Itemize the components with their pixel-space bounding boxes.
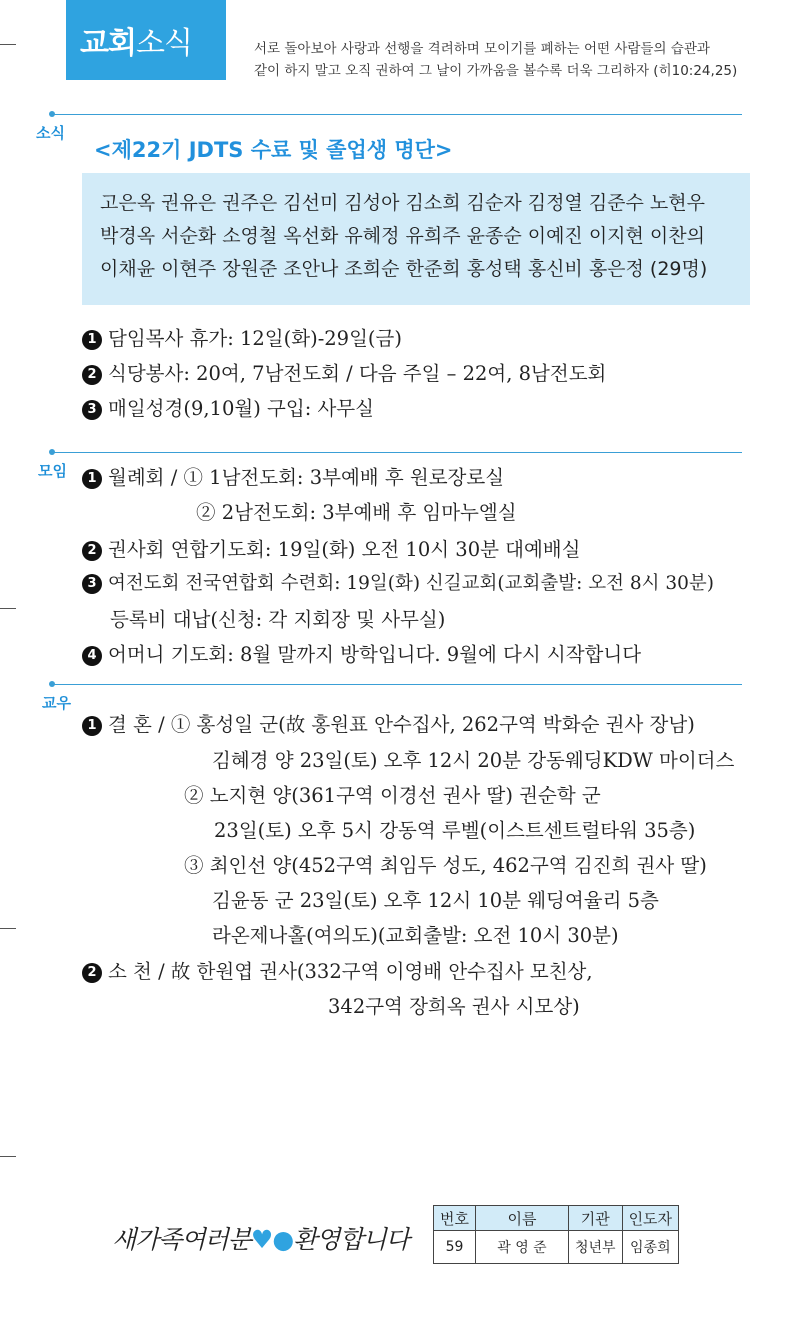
news-item [82, 393, 374, 421]
number-badge: 1 [82, 716, 102, 736]
number-badge: 3 [82, 400, 102, 420]
number-badge: 2 [82, 541, 102, 561]
margin-tick [0, 44, 16, 45]
meeting-text: 월례회 / ① 1남전도회: 3부예배 후 원로장로실 [108, 466, 505, 489]
table-cell: 청년부 [568, 1231, 622, 1264]
table-header: 인도자 [622, 1206, 678, 1231]
section-rule [52, 114, 742, 115]
meeting-item [82, 534, 580, 562]
member-text: 결 혼 / ① 홍성일 군(故 홍원표 안수집사, 262구역 박화순 권사 장남) [108, 713, 695, 736]
meeting-subitem: ② 2남전도회: 3부예배 후 임마누엘실 [196, 501, 517, 524]
news-item-text: 식당봉사: 20여, 7남전도회 / 다음 주일 – 22여, 8남전도회 [108, 362, 607, 385]
news-item [82, 358, 606, 386]
graduates-line: 이채윤 이현주 장원준 조안나 조희순 한준희 홍성택 홍신비 홍은정 (29명) [100, 258, 708, 280]
welcome-text-a: 새가족여러분 [112, 1225, 251, 1254]
verse-line-2: 같이 하지 말고 오직 권하여 그 날이 가까움을 볼수록 더욱 그리하자 (히10:24,25) [254, 63, 738, 79]
table-header: 번호 [434, 1206, 476, 1231]
member-subitem: ② 노지현 양(361구역 이경선 권사 딸) 권순학 군 [184, 784, 601, 807]
section-header [66, 0, 226, 80]
margin-tick [0, 1156, 16, 1157]
news-item-text: 매일성경(9,10월) 구입: 사무실 [108, 397, 374, 420]
member-subitem: 김혜경 양 23일(토) 오후 12시 20분 강동웨딩KDW 마이더스 [212, 749, 735, 772]
number-badge: 1 [82, 469, 102, 489]
table-cell: 곽 영 준 [475, 1231, 568, 1264]
number-badge: 1 [82, 330, 102, 350]
header-title-light: 소식 [135, 26, 192, 61]
graduates-title: <제22기 JDTS 수료 및 졸업생 명단> [94, 138, 453, 162]
graduates-list [82, 173, 750, 305]
meeting-subitem: 등록비 대납(신청: 각 지회장 및 사무실) [110, 608, 446, 631]
news-item-text: 담임목사 휴가: 12일(화)-29일(금) [108, 327, 402, 350]
members-label: 교우 [42, 694, 71, 712]
meetings-label: 모임 [38, 462, 67, 480]
number-badge: 2 [82, 963, 102, 983]
member-item [82, 709, 695, 737]
number-badge: 3 [82, 574, 102, 594]
meeting-text: 어머니 기도회: 8월 말까지 방학입니다. 9월에 다시 시작합니다 [108, 643, 642, 666]
meeting-item [82, 569, 714, 595]
meeting-text: 여전도회 전국연합회 수련회: 19일(화) 신길교회(교회출발: 오전 8시 30분) [108, 573, 714, 594]
welcome-text-b: 환영합니다 [293, 1225, 409, 1254]
scripture-verse [254, 38, 737, 82]
section-rule [52, 684, 742, 685]
meeting-item [82, 462, 504, 490]
number-badge: 4 [82, 646, 102, 666]
margin-tick [0, 928, 16, 929]
graduates-line: 고은옥 권유은 권주은 김선미 김성아 김소희 김순자 김정열 김준수 노현우 [100, 192, 705, 214]
verse-line-1: 서로 돌아보아 사랑과 선행을 격려하며 모이기를 폐하는 어떤 사람들의 습관과 [254, 41, 710, 57]
member-subitem: 342구역 장희옥 권사 시모상) [328, 995, 580, 1018]
table-cell: 59 [434, 1231, 476, 1264]
news-label: 소식 [36, 124, 65, 142]
graduates-line: 박경옥 서순화 소영철 옥선화 유혜정 유희주 윤종순 이예진 이지현 이찬의 [100, 225, 705, 247]
member-subitem: 김윤동 군 23일(토) 오후 12시 10분 웨딩여율리 5층 [212, 889, 659, 912]
table-header: 기관 [568, 1206, 622, 1231]
news-item [82, 323, 402, 351]
heart-icon: ♥● [250, 1225, 294, 1254]
table-header-row [434, 1206, 679, 1231]
header-title-bold: 교회 [80, 26, 136, 61]
member-subitem: 라온제나홀(여의도)(교회출발: 오전 10시 30분) [212, 924, 619, 947]
meeting-item [82, 639, 641, 667]
member-item [82, 956, 593, 984]
margin-tick [0, 608, 16, 609]
newcomer-table [433, 1205, 679, 1264]
meeting-text: 권사회 연합기도회: 19일(화) 오전 10시 30분 대예배실 [108, 538, 581, 561]
member-text: 소 천 / 故 한원엽 권사(332구역 이영배 안수집사 모친상, [108, 960, 593, 983]
section-rule [52, 452, 742, 453]
table-cell: 임종희 [622, 1231, 678, 1264]
member-subitem: 23일(토) 오후 5시 강동역 루벨(이스트센트럴타워 35층) [214, 819, 696, 842]
member-subitem: ③ 최인선 양(452구역 최임두 성도, 462구역 김진희 권사 딸) [184, 854, 707, 877]
table-row [434, 1231, 679, 1264]
welcome-banner [112, 1220, 409, 1256]
number-badge: 2 [82, 365, 102, 385]
table-header: 이름 [475, 1206, 568, 1231]
